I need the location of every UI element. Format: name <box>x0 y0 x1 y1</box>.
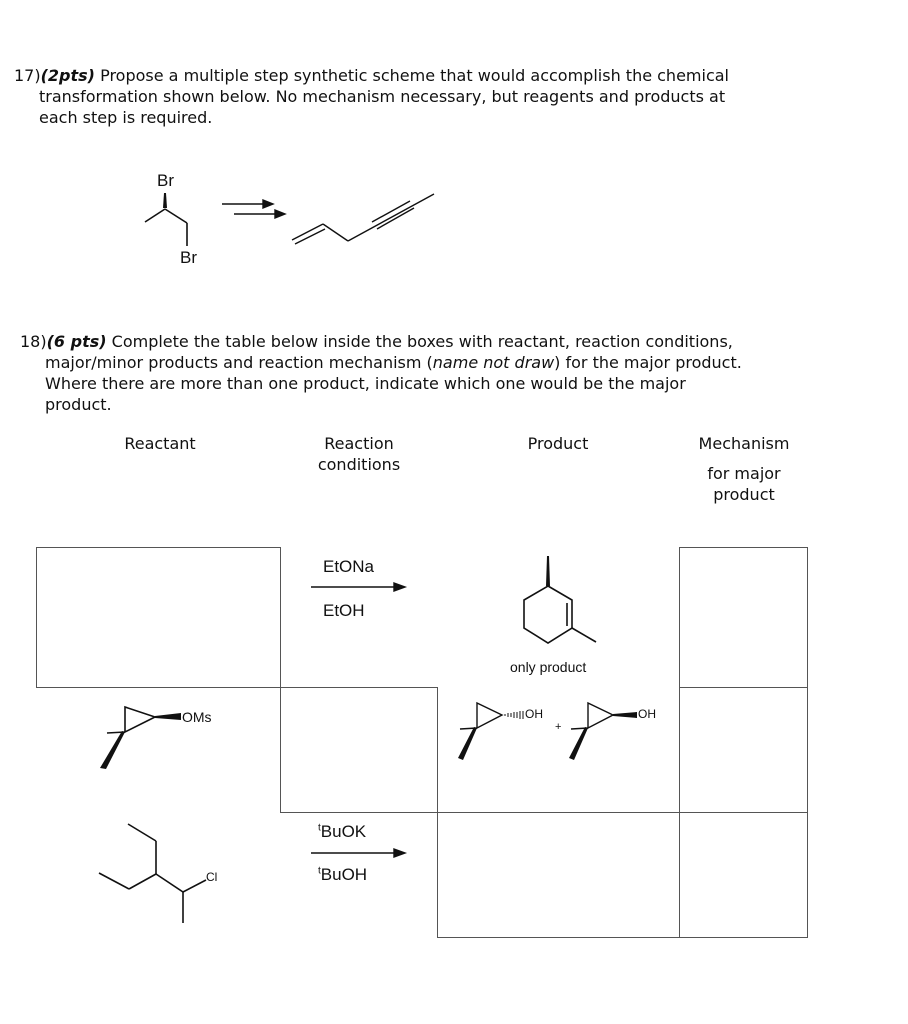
q18-line-4: product. <box>45 395 112 414</box>
row2-reactant-group: OMs <box>182 709 212 725</box>
row2-product1-group: OH <box>525 707 543 721</box>
q18-line-1: 18)(6 pts) Complete the table below inside the boxes with reactant, reaction conditions, <box>20 332 733 351</box>
header-conditions: Reaction conditions <box>317 434 401 474</box>
q18-points: (6 pts) <box>46 332 107 351</box>
row3-reagent-above: $^t$BuOK <box>318 822 367 841</box>
row2-plus-sign: + <box>555 721 562 733</box>
row3-reaction-arrow <box>311 849 405 857</box>
q18-line-3: Where there are more than one product, indicate which one would be the major <box>45 374 686 393</box>
q17-line-2: transformation shown below. No mechanism necessary, but reagents and products at <box>39 87 726 106</box>
row1-reaction-arrow <box>311 583 405 591</box>
row1-product-structure <box>524 556 596 643</box>
q17-line-3: each step is required. <box>39 108 213 127</box>
row2-product2-structure <box>569 703 637 760</box>
row1-reagent-above: EtONa <box>323 557 375 576</box>
header-product: Product <box>527 434 589 453</box>
q17-number: 17) <box>14 66 41 85</box>
row3-reactant-group: Cl <box>206 870 218 884</box>
row2-reactant-structure <box>100 707 181 769</box>
q17-points: (2pts) <box>40 66 95 85</box>
q18-number: 18) <box>20 332 47 351</box>
q17-line-1: 17)(2pts) Propose a multiple step synthetic scheme that would accomplish the chemical <box>14 66 729 85</box>
row2-product2-group: OH <box>638 707 656 721</box>
row3-reagent-below: $^t$BuOH <box>318 865 368 884</box>
q18-line-2: major/minor products and reaction mechanism (name not draw) for the major product. <box>45 353 742 372</box>
header-mechanism: Mechanism for major product <box>698 434 790 504</box>
row1-reagent-below: EtOH <box>323 601 365 620</box>
br-label-top: Br <box>157 171 174 190</box>
row1-product-note: only product <box>510 659 587 675</box>
br-label-bottom: Br <box>180 248 197 267</box>
header-reactant: Reactant <box>124 434 196 453</box>
row2-product1-structure <box>458 703 523 760</box>
row3-reactant-structure <box>99 824 206 923</box>
